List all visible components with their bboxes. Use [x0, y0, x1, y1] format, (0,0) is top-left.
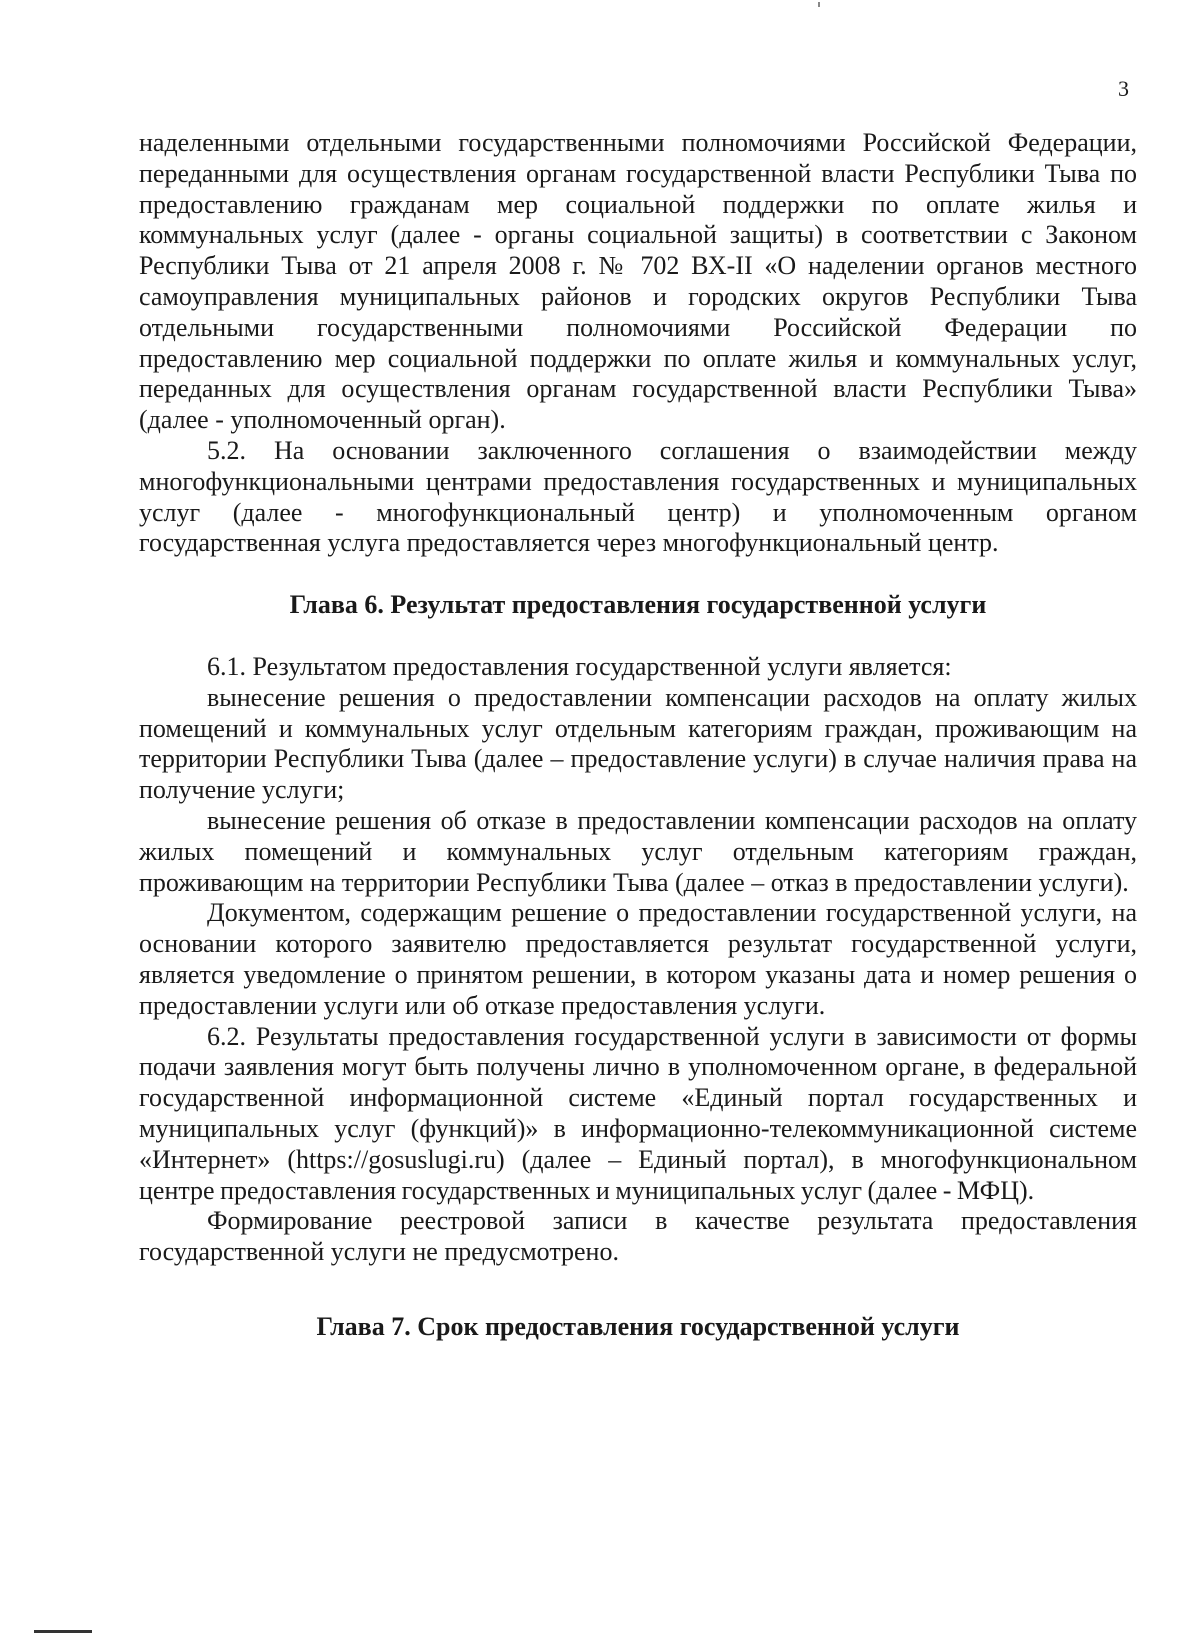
paragraph-6-1-result-refusal: вынесение решения об отказе в предоставлении компенсации расходов на оплату жилых помещений и коммунальных услуг отдельным категориям граждан, проживающим на территории Республики Тыва (далее – отказ в предоставлении услуги). [139, 805, 1137, 897]
document-body [139, 128, 1137, 1343]
paragraph-registry-record: Формирование реестровой записи в качестве результата предоставления государственной услуги не предусмотрено. [139, 1206, 1137, 1267]
chapter-7-heading: Глава 7. Срок предоставления государственной услуги [316, 1311, 960, 1341]
scan-speck [818, 2, 820, 7]
paragraph-intro-continuation: наделенными отдельными государственными полномочиями Российской Федерации, переданными для осуществления органам государственной власти Республики Тыва по предоставлению гражданам мер социальной поддержки по оплате жилья и коммунальных услуг (далее - органы социальной защиты) в соответствии с Законом Республики Тыва от 21 апреля 2008 г. № 702 ВХ-II «О наделении органов местного самоуправления муниципальных районов и городских округов Республики Тыва отдельными государственными полномочиями Российской Федерации по предоставлению мер социальной поддержки по оплате жилья и коммунальных услуг, переданных для осуществления органам государственной власти Республики Тыва» (далее - уполномоченный орган). [139, 128, 1137, 435]
paragraph-6-1-result-grant: вынесение решения о предоставлении компенсации расходов на оплату жилых помещений и коммунальных услуг отдельным категориям граждан, проживающим на территории Республики Тыва (далее – предоставление услуги) в случае наличия права на получение услуги; [139, 682, 1137, 805]
paragraph-6-1: 6.1. Результатом предоставления государственной услуги является: [207, 651, 952, 681]
chapter-6-heading: Глава 6. Результат предоставления государственной услуги [289, 590, 987, 620]
paragraph-6-2: 6.2. Результаты предоставления государственной услуги в зависимости от формы подачи заявления могут быть получены лично в уполномоченном органе, в федеральной государственной информационной системе «Единый портал государственных и муниципальных услуг (функций)» в информационно-телекоммуникационной системе «Интернет» (https://gosuslugi.ru) (далее – Единый портал), в многофункциональном центре предоставления государственных и муниципальных услуг (далее - МФЦ). [139, 1021, 1137, 1205]
page-number: 3 [1118, 76, 1129, 101]
paragraph-5-2: 5.2. На основании заключенного соглашения о взаимодействии между многофункциональными центрами предоставления государственных и муниципальных услуг (далее - многофункциональный центр) и уполномоченным органом государственная услуга предоставляется через многофункциональный центр. [139, 435, 1137, 558]
paragraph-result-document: Документом, содержащим решение о предоставлении государственной услуги, на основании которого заявителю предоставляется результат государственной услуги, является уведомление о принятом решении, в котором указаны дата и номер решения о предоставлении услуги или об отказе предоставления услуги. [139, 898, 1137, 1020]
scan-edge-mark [34, 1630, 92, 1633]
